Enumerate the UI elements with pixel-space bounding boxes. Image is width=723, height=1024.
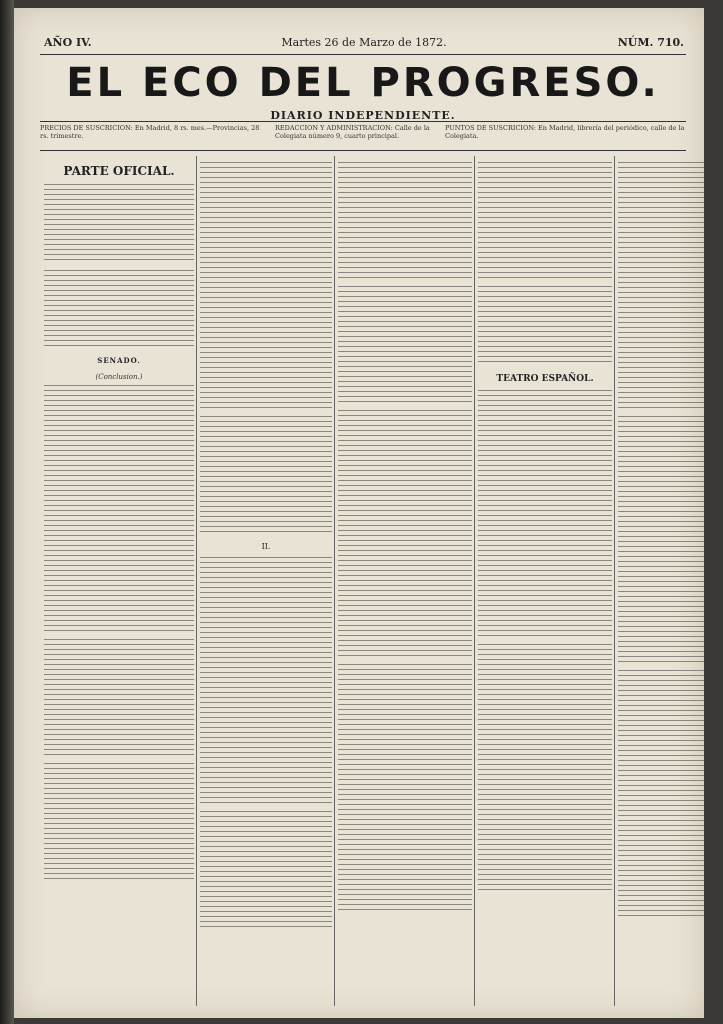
text-block xyxy=(200,162,332,412)
info-bar xyxy=(40,122,686,150)
newspaper-page xyxy=(14,8,704,1018)
column-divider xyxy=(614,156,615,1006)
masthead-title: EL ECO DEL PROGRESO. xyxy=(66,60,660,106)
text-block xyxy=(44,385,194,635)
issue-date: Martes 26 de Marzo de 1872. xyxy=(281,36,447,49)
text-block xyxy=(618,162,704,412)
column-divider xyxy=(196,156,197,1006)
column-4 xyxy=(478,156,612,1006)
column-5 xyxy=(618,156,704,1006)
text-block xyxy=(478,286,612,366)
text-block xyxy=(478,162,612,282)
column-1 xyxy=(44,156,194,1006)
text-block xyxy=(478,390,612,640)
year-label: AÑO IV. xyxy=(44,36,92,49)
subscription-points: PUNTOS DE SUSCRICION: En Madrid, librería del periódico, calle de la Colegiata. xyxy=(445,124,685,140)
editorial-address: REDACCION Y ADMINISTRACION: Calle de la Colegiata número 9, cuarto principal. xyxy=(275,124,430,140)
text-block xyxy=(338,286,472,406)
text-block xyxy=(200,416,332,536)
issue-number: NÚM. 710. xyxy=(617,36,684,49)
infobar-bottom-rule xyxy=(40,150,686,151)
conclusion-label: (Conclusion.) xyxy=(95,373,143,381)
top-rule xyxy=(40,54,686,55)
book-spine xyxy=(0,0,14,1024)
subscription-prices: PRECIOS DE SUSCRICION: En Madrid, 8 rs. mes.—Provincias, 28 rs. trimestre. xyxy=(40,124,260,140)
column-2 xyxy=(200,156,332,1006)
section-heading-parte-oficial: PARTE OFICIAL. xyxy=(63,164,175,178)
column-divider xyxy=(474,156,475,1006)
section-heading-teatro: TEATRO ESPAÑOL. xyxy=(496,374,594,384)
text-block xyxy=(618,670,704,920)
text-block xyxy=(44,270,194,350)
text-block xyxy=(44,639,194,759)
text-block xyxy=(338,664,472,914)
masthead-subtitle: DIARIO INDEPENDIENTE. xyxy=(270,109,456,122)
section-numeral: II. xyxy=(261,542,271,551)
text-block xyxy=(200,811,332,931)
text-block xyxy=(44,763,194,883)
text-block xyxy=(478,644,612,894)
text-block xyxy=(44,184,194,264)
text-block xyxy=(338,162,472,282)
text-block xyxy=(338,410,472,660)
text-block xyxy=(618,416,704,666)
section-heading-senado: SENADO. xyxy=(97,356,141,365)
text-block xyxy=(200,557,332,807)
column-3 xyxy=(338,156,472,1006)
column-divider xyxy=(334,156,335,1006)
